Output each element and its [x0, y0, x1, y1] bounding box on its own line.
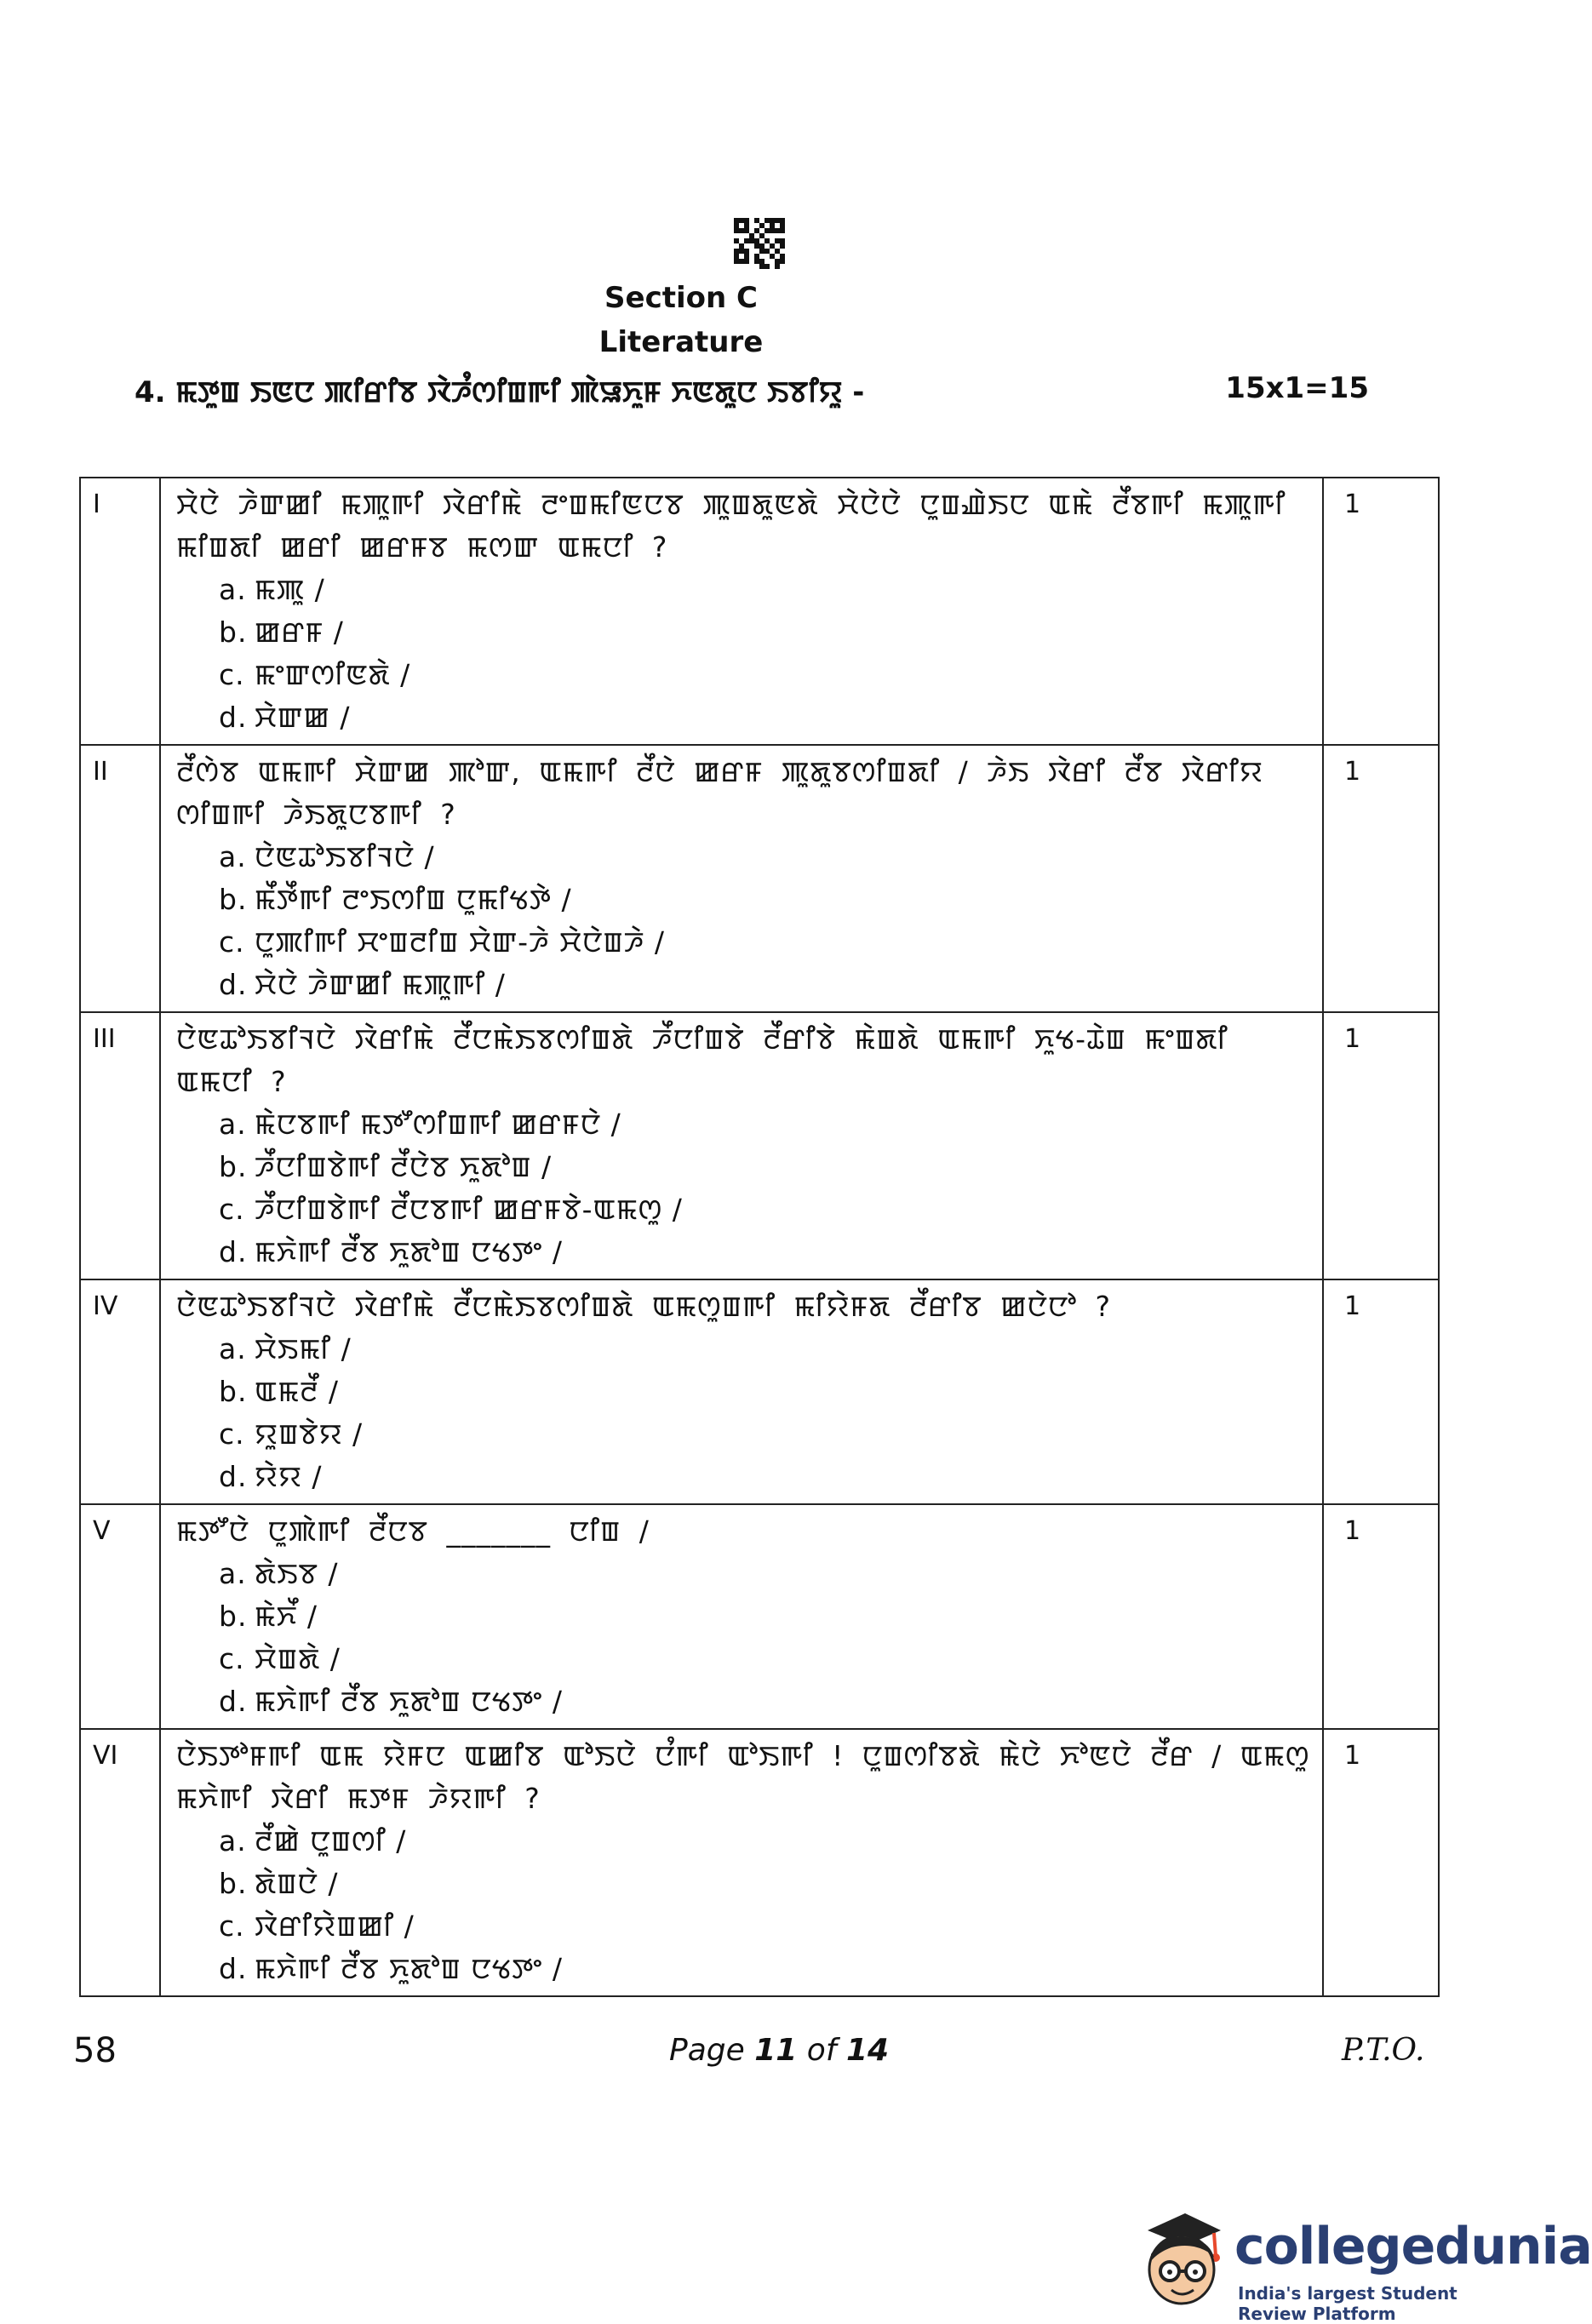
option-text: ꯃꯄꯨ / [255, 573, 325, 606]
option-letter: a. [219, 1557, 247, 1590]
answer-option [176, 654, 1310, 696]
question-number: V [80, 1504, 160, 1729]
question-body [160, 1504, 1323, 1729]
option-letter: b. [219, 1150, 248, 1183]
pto-label: P.T.O. [1342, 2033, 1425, 2068]
option-letter: d. [219, 1460, 248, 1493]
option-text: ꯋꯥꯔꯤꯌꯥꯡꯀꯤ / [255, 1909, 415, 1943]
question-text: ꯃꯇꯧꯅꯥ ꯅꯨꯄꯥꯒꯤ ꯂꯩꯅꯕ _______ ꯅꯤꯡ / [176, 1514, 650, 1548]
option-text: ꯃꯩꯇꯩꯒꯤ ꯂꯦꯏꯁꯤꯡ ꯅꯨꯃꯤꯠꯇꯥ / [255, 883, 572, 916]
option-letter: d. [219, 968, 248, 1001]
question-body [160, 478, 1323, 745]
question-text: ꯅꯥꯟꯊꯣꯏꯕꯤꯜꯅꯥ ꯋꯥꯔꯤꯃꯥ ꯂꯩꯅꯃꯥꯏꯕꯁꯤꯡꯗꯥ ꯍꯩꯅꯤꯡꯕꯥ ꯂꯩꯔꯤꯕꯥ ꯃꯥꯡꯗꯥ ꯑꯃꯒꯤ ꯈꯨꯠ-ꯊꯥꯡ ꯃꯦꯡꯗꯤ ꯑꯃꯅꯤ ? [176, 1022, 1228, 1098]
option-letter: a. [219, 840, 247, 873]
option-letter: b. [219, 1600, 248, 1633]
answer-option [176, 611, 1310, 654]
answer-option [176, 1638, 1310, 1680]
option-text: ꯃꯥꯅꯕꯒꯤ ꯃꯇꯧꯁꯤꯡꯒꯤ ꯀꯔꯝꯅꯥ / [255, 1108, 621, 1141]
option-text: ꯅꯨꯄꯤꯒꯤ ꯆꯦꯡꯂꯤꯡ ꯆꯥꯛ-ꯍꯥ ꯆꯥꯅꯥꯡꯍꯥ / [255, 925, 665, 959]
option-letter: c. [219, 1193, 245, 1226]
option-text: ꯗꯥꯡꯅꯥ / [255, 1867, 339, 1900]
answer-option [176, 1820, 1310, 1863]
question-row [80, 1012, 1439, 1279]
question-row [80, 1279, 1439, 1504]
option-text: ꯅꯥꯟꯊꯣꯏꯕꯤꯜꯅꯥ / [255, 840, 435, 873]
option-text: ꯀꯔꯝ / [255, 615, 344, 649]
option-text: ꯌꯥꯌ / [255, 1460, 323, 1493]
answer-option [176, 1595, 1310, 1638]
answer-option [176, 1680, 1310, 1723]
option-letter: c. [219, 1417, 245, 1451]
option-letter: c. [219, 1909, 245, 1943]
question-marks: 1 [1323, 1012, 1439, 1279]
option-letter: d. [219, 1235, 248, 1268]
answer-option [176, 879, 1310, 921]
question-body [160, 1012, 1323, 1279]
option-letter: d. [219, 1685, 248, 1718]
collegedunia-logo [1132, 2201, 1592, 2324]
option-letter: c. [219, 658, 245, 691]
option-letter: d. [219, 1952, 248, 1985]
page-code: 58 [73, 2031, 117, 2070]
option-text: ꯃꯈꯥꯒꯤ ꯂꯩꯕ ꯈꯨꯗꯣꯡ ꯅꯠꯇꯦ / [255, 1685, 563, 1718]
question-body [160, 1279, 1323, 1504]
section-heading: Section C [604, 281, 758, 315]
option-text: ꯗꯥꯏꯕ / [255, 1557, 339, 1590]
question-text: ꯅꯥꯟꯊꯣꯏꯕꯤꯜꯅꯥ ꯋꯥꯔꯤꯃꯥ ꯂꯩꯅꯃꯥꯏꯕꯁꯤꯡꯗꯥ ꯑꯃꯁꯨꯡꯒꯤ ꯃꯤꯌꯥꯝꯗ ꯂꯩꯔꯤꯕ ꯀꯅꯥꯅꯣ ? [176, 1290, 1111, 1323]
answer-option [176, 964, 1310, 1006]
question-row [80, 1729, 1439, 1996]
page-indicator: Page 11 of 14 [669, 2033, 890, 2068]
option-letter: b. [219, 883, 248, 916]
answer-option [176, 1146, 1310, 1188]
option-letter: d. [219, 701, 248, 734]
section-subheading: Literature [598, 325, 764, 359]
option-letter: c. [219, 1642, 245, 1675]
option-letter: b. [219, 615, 248, 649]
answer-option [176, 1103, 1310, 1146]
answer-option [176, 836, 1310, 879]
answer-option [176, 1553, 1310, 1595]
brand-name: collegedunia [1234, 2217, 1592, 2276]
answer-option [176, 1905, 1310, 1948]
question-row [80, 1504, 1439, 1729]
question-marks: 1 [1323, 478, 1439, 745]
question-body [160, 745, 1323, 1012]
question-number: II [80, 745, 160, 1012]
answer-option [176, 1948, 1310, 1990]
question-text: ꯆꯥꯅꯥ ꯍꯥꯛꯀꯤ ꯃꯄꯨꯒꯤ ꯋꯥꯔꯤꯃꯥ ꯂꯦꯡꯃꯤꯟꯅꯕ ꯄꯨꯡꯗꯨꯟꯗꯥ ꯆꯥꯅꯥꯅꯥ ꯅꯨꯡꯉꯥꯏꯅ ꯑꯃꯥ ꯂꯩꯕꯒꯤ ꯃꯄꯨꯒꯤ ꯃꯤꯡꯗꯤ ꯀꯔꯤ ꯀꯔꯝꯕ ꯃꯁꯛ ꯑꯃꯅꯤ ? [176, 488, 1286, 564]
question-marks: 1 [1323, 1504, 1439, 1729]
question-number: IV [80, 1279, 160, 1504]
option-text: ꯑꯃꯂꯩ / [255, 1375, 340, 1408]
option-text: ꯃꯦꯛꯁꯤꯟꯗꯥ / [255, 658, 411, 691]
option-text: ꯆꯥꯅꯥ ꯍꯥꯛꯀꯤ ꯃꯄꯨꯒꯤ / [255, 968, 506, 1001]
question-number: VI [80, 1729, 160, 1996]
option-text: ꯍꯩꯅꯤꯡꯕꯥꯒꯤ ꯂꯩꯅꯕꯒꯤ ꯀꯔꯝꯕꯥ-ꯑꯃꯁꯨ / [255, 1193, 683, 1226]
option-letter: c. [219, 925, 245, 959]
question-number: III [80, 1012, 160, 1279]
question-row [80, 478, 1439, 745]
option-text: ꯆꯥꯛꯀ / [255, 701, 351, 734]
answer-option [176, 1231, 1310, 1274]
question-number: I [80, 478, 160, 745]
question-row [80, 745, 1439, 1012]
option-letter: a. [219, 1824, 247, 1857]
question-marks: 1 [1323, 1279, 1439, 1504]
option-letter: a. [219, 1332, 247, 1365]
answer-option [176, 1328, 1310, 1371]
question-body [160, 1729, 1323, 1996]
answer-option [176, 1371, 1310, 1413]
question-marks: 1 [1323, 1729, 1439, 1996]
option-letter: b. [219, 1375, 248, 1408]
option-letter: a. [219, 573, 247, 606]
option-text: ꯂꯩꯀꯥ ꯅꯨꯡꯁꯤ / [255, 1824, 407, 1857]
questions-table [79, 477, 1440, 1997]
brand-tagline: India's largest Student Review Platform [1238, 2283, 1457, 2324]
question-marks: 1 [1323, 745, 1439, 1012]
answer-option [176, 1188, 1310, 1231]
option-text: ꯆꯥꯡꯗꯥ / [255, 1642, 341, 1675]
option-text: ꯆꯥꯏꯃꯤ / [255, 1332, 352, 1365]
answer-option [176, 1863, 1310, 1905]
instruction-marks: 15x1=15 [1225, 371, 1369, 405]
option-text: ꯍꯩꯅꯤꯡꯕꯥꯒꯤ ꯂꯩꯅꯥꯕ ꯈꯨꯗꯣꯡ / [255, 1150, 553, 1183]
question-instruction [135, 371, 1369, 414]
question-text: ꯂꯩꯁꯥꯕ ꯑꯃꯒꯤ ꯆꯥꯛꯀ ꯄꯣꯛ, ꯑꯃꯒꯤ ꯂꯩꯅꯥ ꯀꯔꯝ ꯄꯨꯗꯨꯕꯁꯤꯡꯗꯤ / ꯍꯥꯏ ꯋꯥꯔꯤ ꯂꯩꯕ ꯋꯥꯔꯤꯌ ꯁꯤꯡꯒꯤ ꯍꯥꯏꯗꯨꯅꯕꯒꯤ ? [176, 755, 1263, 831]
answer-option [176, 1413, 1310, 1456]
mascot-icon [1132, 2205, 1226, 2312]
option-text: ꯌꯨꯡꯕꯥꯌ / [255, 1417, 364, 1451]
option-letter: a. [219, 1108, 247, 1141]
option-text: ꯃꯈꯥꯒꯤ ꯂꯩꯕ ꯈꯨꯗꯣꯡ ꯅꯠꯇꯦ / [255, 1952, 563, 1985]
answer-option [176, 1456, 1310, 1498]
option-text: ꯃꯈꯥꯒꯤ ꯂꯩꯕ ꯈꯨꯗꯣꯡ ꯅꯠꯇꯦ / [255, 1235, 563, 1268]
option-text: ꯃꯥꯈꯩ / [255, 1600, 318, 1633]
qr-code [734, 218, 785, 269]
answer-option [176, 696, 1310, 739]
question-text: ꯅꯥꯏꯇꯣꯝꯒꯤ ꯑꯃ ꯌꯥꯝꯅ ꯑꯀꯤꯕ ꯑꯣꯏꯅꯥ ꯅꯪꯒꯤ ꯑꯣꯏꯒꯤ ! ꯅꯨꯡꯁꯤꯕꯗꯥ ꯃꯥꯅꯥ ꯈꯣꯟꯅꯥ ꯂꯩꯔ / ꯑꯃꯁꯨ ꯃꯈꯥꯒꯤ ꯋꯥꯔꯤ ꯃꯇꯝ ꯍꯥꯌꯒꯤ ? [176, 1739, 1310, 1815]
option-letter: b. [219, 1867, 248, 1900]
answer-option [176, 921, 1310, 964]
instruction-text: 4. ꯃꯇꯨꯡ ꯏꯟꯅ ꯄꯤꯔꯤꯕ ꯋꯥꯍꯪꯁꯤꯡꯒꯤ ꯄꯥꯎꯈꯨꯝ ꯈꯟꯗꯨꯅ ꯏꯕꯤꯌꯨ - [135, 375, 865, 409]
answer-option [176, 569, 1310, 611]
